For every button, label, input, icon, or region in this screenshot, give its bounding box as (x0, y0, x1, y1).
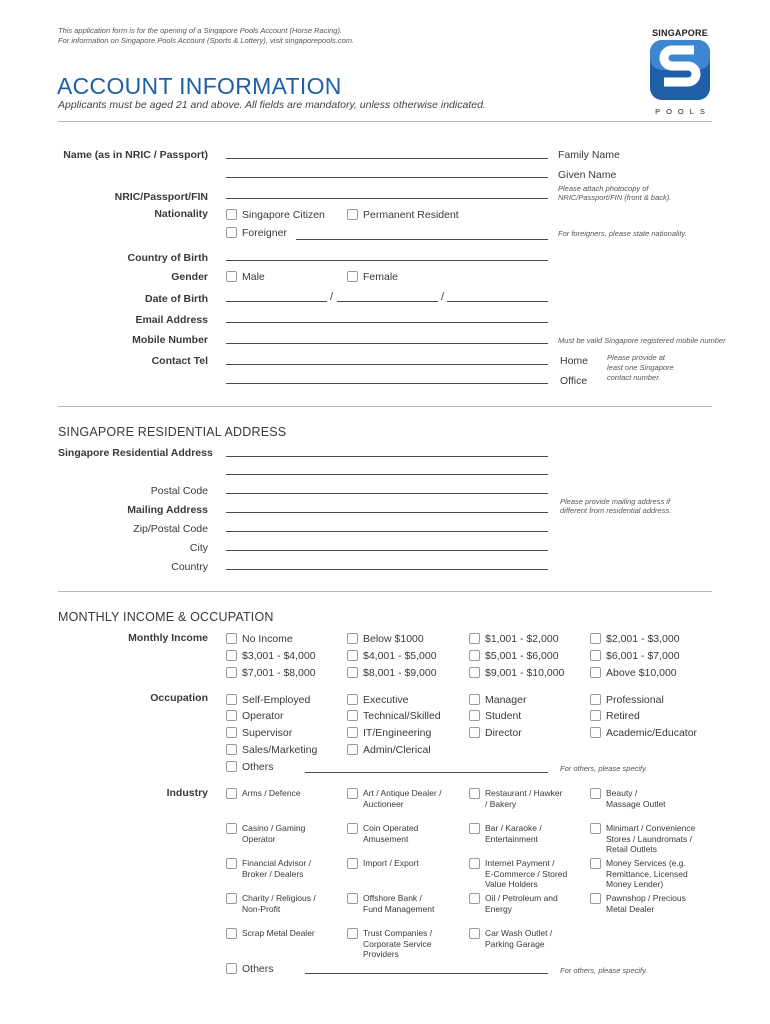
male-checkbox[interactable]: Male (226, 271, 265, 283)
city-input[interactable] (226, 550, 548, 551)
industry-option-label (606, 893, 686, 914)
checkbox-icon[interactable] (590, 650, 601, 661)
industry-others-input[interactable] (305, 973, 548, 974)
dob-month-input[interactable] (337, 301, 438, 302)
industry-checkbox[interactable] (590, 858, 688, 890)
industry-option-line: Amusement (363, 833, 409, 844)
industry-label: Industry (166, 787, 208, 799)
industry-option-line: Retail Outlets (606, 844, 658, 854)
industry-checkbox[interactable] (226, 788, 301, 799)
zip-code-input[interactable] (226, 531, 548, 532)
occupation-checkbox[interactable] (469, 694, 526, 706)
checkbox-icon[interactable] (226, 633, 237, 644)
occupation-option-label: Manager (485, 694, 527, 706)
industry-others-checkbox[interactable]: Others (226, 963, 274, 975)
home-tel-input[interactable] (226, 364, 548, 365)
checkbox-icon[interactable] (226, 710, 237, 721)
email-input[interactable] (226, 322, 548, 323)
industry-checkbox[interactable] (226, 928, 315, 939)
checkbox-icon[interactable] (347, 727, 358, 738)
industry-option-line: Money Lender) (606, 879, 664, 889)
checkbox-icon[interactable] (590, 788, 601, 799)
contact-note-2: least one Singapore (607, 363, 674, 372)
income-checkbox[interactable] (226, 650, 316, 662)
industry-option-line: Money Services (e.g. (606, 858, 686, 868)
industry-option-label (363, 788, 441, 809)
checkbox-icon[interactable] (347, 710, 358, 721)
income-option-label: $2,001 - $3,000 (606, 633, 680, 645)
checkbox-icon[interactable] (469, 633, 480, 644)
income-checkbox[interactable] (347, 650, 437, 662)
checkbox-icon[interactable] (590, 823, 601, 834)
industry-option-line: Stores / Laundromats / (606, 833, 692, 844)
income-option-label: $6,001 - $7,000 (606, 650, 680, 662)
occupation-checkbox[interactable] (469, 727, 522, 739)
page-subtitle: Applicants must be aged 21 and above. All fields are mandatory, unless otherwise indicated. (58, 99, 486, 111)
checkbox-icon[interactable] (226, 823, 237, 834)
mobile-note: Must be valid Singapore registered mobile number (558, 336, 726, 345)
income-checkbox[interactable] (590, 633, 680, 645)
industry-option-line: Massage Outlet (606, 798, 666, 809)
dob-separator-1: / (330, 291, 334, 303)
checkbox-icon[interactable] (226, 667, 237, 678)
industry-option-line: Import / Export (363, 858, 419, 868)
checkbox-icon[interactable] (469, 694, 480, 705)
checkbox-icon[interactable] (590, 727, 601, 738)
industry-checkbox[interactable] (469, 788, 562, 809)
female-checkbox[interactable]: Female (347, 271, 398, 283)
contact-tel-label: Contact Tel (151, 355, 208, 367)
industry-option-line: Arms / Defence (242, 788, 301, 798)
checkbox-icon[interactable] (347, 858, 358, 869)
checkbox-icon[interactable] (590, 667, 601, 678)
industry-others-note: For others, please specify. (560, 966, 648, 975)
income-option-label: $5,001 - $6,000 (485, 650, 559, 662)
occupation-option-label: Retired (606, 710, 640, 722)
checkbox-icon[interactable] (469, 710, 480, 721)
occupation-option-label: Operator (242, 710, 284, 722)
dob-day-input[interactable] (226, 301, 327, 302)
occupation-option-label: Executive (363, 694, 409, 706)
checkbox-icon[interactable] (347, 650, 358, 661)
family-name-input[interactable] (226, 158, 548, 159)
checkbox-icon[interactable] (226, 928, 237, 939)
industry-checkbox[interactable] (226, 858, 311, 879)
income-option-label: $8,001 - $9,000 (363, 667, 437, 679)
foreigner-checkbox[interactable]: Foreigner (226, 227, 287, 239)
industry-checkbox[interactable] (469, 893, 558, 914)
mobile-label: Mobile Number (132, 334, 208, 346)
industry-checkbox[interactable] (226, 893, 316, 914)
foreigner-note: For foreigners, please state nationality. (558, 229, 687, 238)
industry-option-line: Auctioneer (363, 798, 404, 809)
income-checkbox[interactable] (226, 667, 316, 679)
industry-option-label (606, 788, 666, 809)
office-tel-input[interactable] (226, 383, 548, 384)
occupation-checkbox[interactable] (469, 710, 521, 722)
occupation-option-label: Admin/Clerical (363, 744, 431, 756)
income-checkbox[interactable] (590, 650, 680, 662)
country-of-birth-input[interactable] (226, 260, 548, 261)
mailing-note-1: Please provide mailing address if (560, 497, 671, 506)
industry-option-line: / Bakery (485, 798, 517, 809)
logo-top-text: SINGAPORE (652, 28, 708, 38)
industry-option-label (242, 928, 315, 939)
postal-code-label: Postal Code (150, 485, 208, 497)
industry-option-label (606, 858, 688, 890)
industry-option-label (242, 858, 311, 879)
industry-option-label (242, 788, 301, 799)
monthly-income-label: Monthly Income (128, 632, 208, 644)
dob-separator-2: / (441, 291, 445, 303)
industry-option-line: Broker / Dealers (242, 868, 304, 879)
checkbox-icon[interactable] (226, 209, 237, 220)
income-option-label: Above $10,000 (606, 667, 677, 679)
industry-option-label (363, 858, 419, 869)
foreigner-nationality-input[interactable] (296, 239, 548, 240)
occupation-others-checkbox[interactable]: Others (226, 761, 274, 773)
industry-option-line: Providers (363, 949, 399, 959)
industry-option-label (485, 893, 558, 914)
occupation-checkbox[interactable] (226, 744, 317, 756)
checkbox-icon[interactable] (590, 694, 601, 705)
checkbox-icon[interactable] (469, 788, 480, 799)
checkbox-icon[interactable] (347, 788, 358, 799)
income-checkbox[interactable] (347, 667, 437, 679)
checkbox-icon[interactable] (226, 227, 237, 238)
country-input[interactable] (226, 569, 548, 570)
occupation-option-label: Supervisor (242, 727, 293, 739)
divider (58, 121, 712, 122)
checkbox-icon[interactable] (469, 858, 480, 869)
checkbox-icon[interactable] (226, 650, 237, 661)
industry-option-line: Energy (485, 903, 512, 914)
city-label: City (189, 542, 208, 554)
industry-option-label (485, 858, 567, 890)
photocopy-note-1: Please attach photocopy of (558, 184, 649, 193)
header-note-2: For information on Singapore Pools Account (Sports & Lottery), visit singaporepools.com. (58, 36, 355, 45)
income-checkbox[interactable] (226, 633, 293, 645)
industry-checkbox[interactable] (347, 893, 434, 914)
industry-option-line: Car Wash Outlet / (485, 928, 553, 938)
occupation-option-label: Professional (606, 694, 664, 706)
singapore-pools-logo (644, 28, 716, 116)
checkbox-icon[interactable] (226, 893, 237, 904)
name-label: Name (as in NRIC / Passport) (63, 149, 208, 161)
income-option-label: $3,001 - $4,000 (242, 650, 316, 662)
industry-option-line: Parking Garage (485, 938, 545, 949)
industry-option-line: Remittance, Licensed (606, 868, 688, 879)
industry-option-label (485, 788, 562, 809)
income-checkbox[interactable] (469, 667, 564, 679)
occupation-option-label: Self-Employed (242, 694, 311, 706)
checkbox-icon[interactable] (469, 727, 480, 738)
industry-checkbox[interactable] (226, 823, 305, 844)
country-label: Country (171, 561, 208, 573)
residential-address-label: Singapore Residential Address (58, 447, 213, 459)
checkbox-icon[interactable] (347, 694, 358, 705)
logo-bottom-text: POOLS (655, 107, 711, 116)
industry-option-line: Charity / Religious / (242, 893, 316, 903)
mailing-address-input[interactable] (226, 512, 548, 513)
occupation-checkbox[interactable] (226, 727, 292, 739)
nric-input[interactable] (226, 198, 548, 199)
income-section-title: MONTHLY INCOME & OCCUPATION (58, 610, 274, 624)
checkbox-icon[interactable] (469, 928, 480, 939)
checkbox-icon[interactable] (226, 271, 237, 282)
income-option-label: $9,001 - $10,000 (485, 667, 565, 679)
checkbox-icon[interactable] (226, 761, 237, 772)
industry-option-label (242, 893, 316, 914)
income-option-label: $7,001 - $8,000 (242, 667, 316, 679)
occupation-option-label: Student (485, 710, 522, 722)
industry-option-line: Coin Operated (363, 823, 419, 833)
occupation-checkbox[interactable] (590, 727, 697, 739)
dob-label: Date of Birth (145, 293, 208, 305)
industry-option-line: Minimart / Convenience (606, 823, 696, 833)
divider (58, 406, 712, 407)
checkbox-icon[interactable] (226, 727, 237, 738)
industry-option-line: Offshore Bank / (363, 893, 422, 903)
occupation-option-label: Sales/Marketing (242, 744, 318, 756)
occupation-option-label: Director (485, 727, 522, 739)
checkbox-icon[interactable] (347, 633, 358, 644)
checkbox-icon[interactable] (590, 858, 601, 869)
occupation-checkbox[interactable] (347, 710, 441, 722)
checkbox-icon[interactable] (226, 788, 237, 799)
occupation-option-label: Technical/Skilled (363, 710, 441, 722)
postal-code-input[interactable] (226, 493, 548, 494)
home-label: Home (560, 355, 589, 367)
income-checkbox[interactable] (469, 650, 559, 662)
office-label: Office (560, 375, 588, 387)
industry-option-line: Financial Advisor / (242, 858, 311, 868)
occupation-label: Occupation (150, 692, 208, 704)
checkbox-icon[interactable] (590, 710, 601, 721)
income-option-label: $1,001 - $2,000 (485, 633, 559, 645)
nationality-label: Nationality (154, 208, 208, 220)
industry-checkbox[interactable] (469, 858, 567, 890)
industry-option-label (363, 823, 418, 844)
checkbox-icon[interactable] (469, 667, 480, 678)
industry-checkbox[interactable] (347, 823, 418, 844)
income-checkbox[interactable] (590, 667, 677, 679)
nric-label: NRIC/Passport/FIN (114, 191, 208, 203)
permanent-resident-checkbox[interactable]: Permanent Resident (347, 209, 459, 221)
industry-option-line: Internet Payment / (485, 858, 555, 868)
mailing-note-2: different from residential address. (560, 506, 672, 515)
industry-option-line: Metal Dealer (606, 903, 655, 914)
industry-option-line: Bar / Karaoke / (485, 823, 542, 833)
header-note-1: This application form is for the opening of a Singapore Pools Account (Horse Racing). (58, 26, 343, 35)
checkbox-icon[interactable] (347, 893, 358, 904)
given-name-label: Given Name (558, 169, 617, 181)
logo-s-icon (644, 38, 716, 102)
income-option-label: $4,001 - $5,000 (363, 650, 437, 662)
industry-option-line: Corporate Service (363, 938, 432, 949)
residential-address-input-2[interactable] (226, 474, 548, 475)
checkbox-icon[interactable] (347, 928, 358, 939)
given-name-input[interactable] (226, 177, 548, 178)
industry-option-label (363, 928, 432, 960)
contact-note-1: Please provide at (607, 353, 665, 362)
industry-option-line: Value Holders (485, 879, 538, 889)
checkbox-icon[interactable] (226, 694, 237, 705)
industry-checkbox[interactable] (347, 788, 441, 809)
income-checkbox[interactable] (347, 633, 424, 645)
checkbox-icon[interactable] (347, 209, 358, 220)
industry-option-label (606, 823, 695, 855)
industry-option-line: Entertainment (485, 833, 538, 844)
checkbox-icon[interactable] (347, 744, 358, 755)
industry-option-line: Pawnshop / Precious (606, 893, 686, 903)
industry-checkbox[interactable] (469, 928, 552, 949)
industry-option-line: Trust Companies / (363, 928, 433, 938)
email-label: Email Address (135, 314, 208, 326)
gender-label: Gender (171, 271, 208, 283)
checkbox-icon[interactable] (590, 893, 601, 904)
checkbox-icon[interactable] (469, 650, 480, 661)
checkbox-icon[interactable] (590, 633, 601, 644)
industry-option-line: Operator (242, 833, 276, 844)
occupation-checkbox[interactable] (347, 744, 431, 756)
occupation-checkbox[interactable] (347, 694, 409, 706)
industry-checkbox[interactable] (347, 928, 432, 960)
income-option-label: No Income (242, 633, 293, 645)
checkbox-icon[interactable] (347, 271, 358, 282)
occupation-others-input[interactable] (305, 772, 548, 773)
occupation-checkbox[interactable] (590, 710, 640, 722)
mailing-address-label: Mailing Address (127, 504, 208, 516)
industry-option-label (485, 823, 542, 844)
occupation-checkbox[interactable] (226, 694, 310, 706)
occupation-checkbox[interactable] (226, 710, 283, 722)
singapore-citizen-checkbox[interactable]: Singapore Citizen (226, 209, 325, 221)
industry-option-line: Oil / Petroleum and (485, 893, 558, 903)
divider (58, 591, 712, 592)
industry-checkbox[interactable] (590, 893, 686, 914)
industry-checkbox[interactable] (469, 823, 542, 844)
industry-option-line: Casino / Gaming (242, 823, 306, 833)
occupation-option-label: IT/Engineering (363, 727, 432, 739)
industry-option-line: E-Commerce / Stored (485, 868, 568, 879)
checkbox-icon[interactable] (469, 823, 480, 834)
checkbox-icon[interactable] (469, 893, 480, 904)
industry-checkbox[interactable] (347, 858, 419, 869)
industry-option-line: Restaurant / Hawker (485, 788, 563, 798)
checkbox-icon[interactable] (347, 823, 358, 834)
industry-option-line: Fund Management (363, 903, 435, 914)
industry-option-label (242, 823, 305, 844)
country-of-birth-label: Country of Birth (127, 252, 208, 264)
residential-address-section-title: SINGAPORE RESIDENTIAL ADDRESS (58, 425, 287, 439)
page-title: ACCOUNT INFORMATION (57, 73, 342, 99)
industry-checkbox[interactable] (590, 788, 666, 809)
checkbox-icon[interactable] (347, 667, 358, 678)
family-name-label: Family Name (558, 149, 620, 161)
checkbox-icon[interactable] (226, 858, 237, 869)
industry-option-line: Art / Antique Dealer / (363, 788, 442, 798)
income-option-label: Below $1000 (363, 633, 424, 645)
checkbox-icon[interactable] (226, 963, 237, 974)
income-checkbox[interactable] (469, 633, 559, 645)
residential-address-input-1[interactable] (226, 456, 548, 457)
dob-year-input[interactable] (447, 301, 548, 302)
mobile-input[interactable] (226, 343, 548, 344)
occupation-checkbox[interactable] (590, 694, 664, 706)
industry-option-label (485, 928, 552, 949)
zip-code-label: Zip/Postal Code (133, 523, 208, 535)
industry-option-line: Non-Profit (242, 903, 281, 914)
photocopy-note-2: NRIC/Passport/FIN (front & back). (558, 193, 672, 202)
occupation-others-note: For others, please specify. (560, 764, 648, 773)
industry-option-line: Scrap Metal Dealer (242, 928, 315, 938)
contact-note-3: contact number. (607, 373, 661, 382)
occupation-option-label: Academic/Educator (606, 727, 698, 739)
checkbox-icon[interactable] (226, 744, 237, 755)
occupation-checkbox[interactable] (347, 727, 431, 739)
industry-option-label (363, 893, 434, 914)
industry-checkbox[interactable] (590, 823, 695, 855)
industry-option-line: Beauty / (606, 788, 638, 798)
